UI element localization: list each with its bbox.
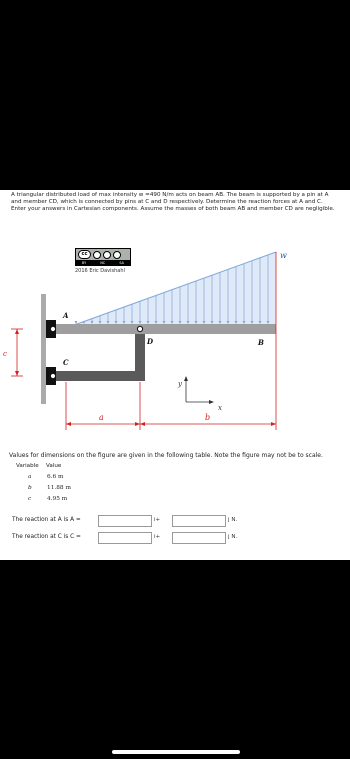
- j-unit-label: j N.: [228, 534, 238, 540]
- label-b-point: B: [258, 338, 264, 347]
- wall: [41, 294, 46, 404]
- x-axis-arrow: [209, 400, 214, 404]
- table-row-variable: c: [28, 496, 32, 502]
- label-y-axis: y: [178, 380, 182, 388]
- beam-diagram: [0, 190, 350, 450]
- label-x-axis: x: [218, 404, 222, 412]
- pin-a: [50, 326, 55, 331]
- i-unit-label: i+: [154, 534, 161, 540]
- label-dim-a: a: [99, 413, 104, 422]
- dim-a-arrow-left: [66, 422, 71, 426]
- reaction-c-y-input[interactable]: [172, 532, 226, 544]
- dim-c-arrow-top: [15, 329, 19, 334]
- member-cd-horizontal: [52, 371, 145, 381]
- j-unit-label: j N.: [228, 517, 238, 523]
- author-credit: 2016 Eric Davishahl: [75, 268, 125, 274]
- license-sa: SA: [119, 261, 124, 265]
- table-header-variable: Variable: [16, 463, 39, 469]
- reaction-a-x-input[interactable]: [98, 515, 152, 527]
- reaction-a-label: The reaction at A is A =: [12, 517, 81, 523]
- dim-a-arrow-right: [135, 422, 140, 426]
- label-dim-c: c: [3, 350, 7, 358]
- license-by: BY: [82, 261, 87, 265]
- table-header-value: Value: [46, 463, 62, 469]
- table-row-value: 6.6 m: [47, 474, 64, 480]
- y-axis-arrow: [184, 376, 188, 381]
- pin-d: [137, 326, 142, 331]
- label-a-point: A: [63, 311, 69, 320]
- reaction-c-label: The reaction at C is C =: [12, 534, 81, 540]
- i-unit-label: i+: [154, 517, 161, 523]
- table-row-value: 11.88 m: [47, 485, 71, 491]
- dim-b-arrow-left: [140, 422, 145, 426]
- table-row-variable: a: [28, 474, 32, 480]
- problem-page: [0, 190, 350, 560]
- dim-b-arrow-right: [271, 422, 276, 426]
- license-nc: NC: [100, 261, 106, 265]
- reaction-c-x-input[interactable]: [98, 532, 152, 544]
- dim-c-arrow-bottom: [15, 371, 19, 376]
- label-c-point: C: [63, 358, 69, 367]
- cc-icon: cc: [78, 250, 91, 259]
- problem-statement: A triangular distributed load of max intensity w =490 N/m acts on beam AB. The beam is supported by a pin at A and member CD, which is connected by pins at C and D respectively. Determine the reaction forces at A and C. Enter your answers in Cartesian components. Assume the masses of both beam AB and member CD are negligible.: [11, 192, 335, 213]
- reaction-a-y-input[interactable]: [172, 515, 226, 527]
- label-d-point: D: [147, 337, 154, 346]
- beam-ab: [52, 324, 276, 334]
- values-note: Values for dimensions on the figure are given in the following table. Note the figure may not be to scale.: [9, 452, 323, 459]
- label-w: w: [280, 251, 287, 260]
- pin-c: [50, 373, 55, 378]
- table-row-value: 4.95 m: [47, 496, 68, 502]
- home-indicator[interactable]: [112, 750, 240, 754]
- table-row-variable: b: [28, 485, 32, 491]
- label-dim-b: b: [205, 413, 211, 422]
